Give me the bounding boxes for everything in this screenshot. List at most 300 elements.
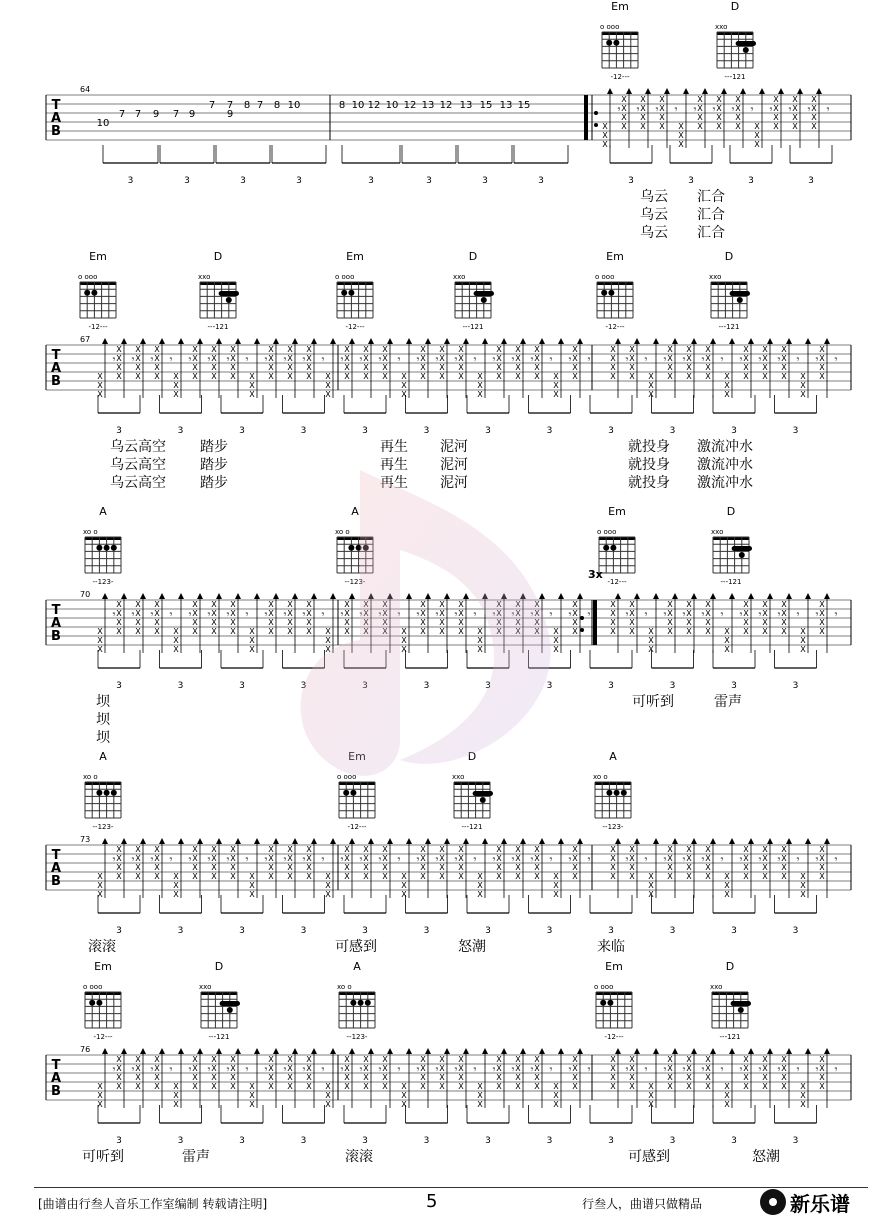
muted-string-x: X <box>306 1082 312 1091</box>
finger-dot <box>111 545 117 551</box>
muted-string-x: X <box>344 627 350 636</box>
muted-string-x: X <box>382 618 388 627</box>
muted-string-x: X <box>230 872 236 881</box>
repeat-dot <box>594 111 598 115</box>
muted-string-x: X <box>439 354 445 363</box>
strum-group <box>344 838 362 898</box>
muted-string-x: X <box>458 363 464 372</box>
lyric-text: 来临 <box>597 939 625 955</box>
rhythm-triplet-label: 3 <box>748 176 754 186</box>
strum-group <box>686 838 704 898</box>
strum-arrow-icon <box>349 1048 355 1054</box>
strum-group <box>629 593 647 653</box>
strum-group <box>439 838 457 898</box>
muted-string-x: X <box>621 122 627 131</box>
strum-arrow-icon <box>197 838 203 844</box>
muted-string-x: X <box>230 600 236 609</box>
muted-string-x: X <box>602 140 608 149</box>
strum-group <box>610 1048 628 1108</box>
muted-string-x: X <box>629 363 635 372</box>
muted-string-x: X <box>667 863 673 872</box>
rest-mark: 𝄾 <box>568 353 572 366</box>
muted-string-x: X <box>192 845 198 854</box>
muted-string-x: X <box>363 854 369 863</box>
strum-arrow-icon <box>767 838 773 844</box>
chord-fret-text: ---121 <box>720 578 742 586</box>
muted-string-x: X <box>439 1055 445 1064</box>
muted-string-x: X <box>344 1064 350 1073</box>
muted-string-x: X <box>249 645 255 654</box>
tab-clef-letter: A <box>50 111 62 126</box>
muted-string-x: X <box>230 1055 236 1064</box>
muted-string-x: X <box>572 1082 578 1091</box>
strum-arrow-icon <box>645 88 651 94</box>
muted-string-x: X <box>211 1082 217 1091</box>
strum-arrow-icon <box>824 1048 830 1054</box>
muted-string-x: X <box>477 890 483 899</box>
muted-string-x: X <box>667 854 673 863</box>
muted-string-x: X <box>534 609 540 618</box>
strum-arrow-icon <box>159 1048 165 1054</box>
tab-fret-number: 10 <box>96 118 110 129</box>
muted-string-x: X <box>135 618 141 627</box>
muted-string-x: X <box>154 627 160 636</box>
strum-arrow-icon <box>683 88 689 94</box>
muted-string-x: X <box>705 845 711 854</box>
muted-string-x: X <box>496 854 502 863</box>
lyric-text: 踏步 <box>200 475 228 491</box>
rest-mark: 𝄾 <box>777 608 781 621</box>
rest-mark: 𝄾 <box>682 353 686 366</box>
rhythm-triplet-label: 3 <box>362 926 368 936</box>
barre-dot <box>220 1001 240 1006</box>
strum-group <box>135 1048 153 1108</box>
muted-string-x: X <box>800 881 806 890</box>
strum-arrow-icon <box>577 338 583 344</box>
muted-string-x: X <box>306 845 312 854</box>
muted-string-x: X <box>553 890 559 899</box>
muted-string-x: X <box>534 854 540 863</box>
muted-string-x: X <box>705 363 711 372</box>
strum-arrow-icon <box>824 338 830 344</box>
strum-group <box>792 88 810 148</box>
muted-string-x: X <box>781 863 787 872</box>
strum-group <box>154 1048 172 1108</box>
strum-arrow-icon <box>558 1048 564 1054</box>
muted-string-x: X <box>306 1073 312 1082</box>
rhythm-triplet-label: 3 <box>423 926 430 936</box>
muted-string-x: X <box>211 345 217 354</box>
muted-string-x: X <box>724 881 730 890</box>
muted-string-x: X <box>705 854 711 863</box>
chord-name: Em <box>611 0 629 13</box>
strum-arrow-icon <box>797 88 803 94</box>
chord-name: D <box>213 250 223 263</box>
chord-fret-text: -12--- <box>604 1033 624 1041</box>
rest-mark: 𝄾 <box>150 853 154 866</box>
strum-group <box>811 88 829 148</box>
muted-string-x: X <box>678 122 684 131</box>
strum-group <box>659 88 677 148</box>
rest-mark: 𝄾 <box>568 1063 572 1076</box>
rest-mark: 𝄾 <box>283 353 287 366</box>
tab-clef-letter: T <box>51 98 61 113</box>
muted-string-x: X <box>705 1064 711 1073</box>
chord-fret-text: ---121 <box>208 1033 230 1041</box>
rhythm-triplet-label: 3 <box>731 681 737 691</box>
muted-string-x: X <box>686 627 692 636</box>
rest-mark: 𝄾 <box>131 1063 135 1076</box>
rest-mark: 𝄾 <box>530 608 534 621</box>
rest-mark: 𝄾 <box>644 853 648 866</box>
muted-string-x: X <box>811 104 817 113</box>
muted-string-x: X <box>743 1082 749 1091</box>
rest-mark: 𝄾 <box>264 1063 268 1076</box>
muted-string-x: X <box>515 854 521 863</box>
rest-mark: 𝄾 <box>644 1063 648 1076</box>
strum-group <box>762 338 780 398</box>
rest-mark: 𝄾 <box>435 353 439 366</box>
strum-group <box>572 838 590 898</box>
strum-arrow-icon <box>520 1048 526 1054</box>
muted-string-x: X <box>572 863 578 872</box>
muted-string-x: X <box>515 609 521 618</box>
muted-string-x: X <box>735 113 741 122</box>
muted-string-x: X <box>363 872 369 881</box>
muted-string-x: X <box>268 354 274 363</box>
muted-string-x: X <box>553 381 559 390</box>
muted-string-x: X <box>800 627 806 636</box>
muted-string-x: X <box>515 354 521 363</box>
muted-string-x: X <box>477 372 483 381</box>
tab-system <box>46 0 851 241</box>
muted-string-x: X <box>439 363 445 372</box>
muted-string-x: X <box>781 345 787 354</box>
muted-string-x: X <box>116 845 122 854</box>
muted-string-x: X <box>686 845 692 854</box>
muted-string-x: X <box>458 1064 464 1073</box>
tab-fret-number: 10 <box>287 100 301 111</box>
chord-open-strings: xxo <box>709 273 722 281</box>
watermark-logo <box>280 440 580 790</box>
muted-string-x: X <box>401 872 407 881</box>
strum-arrow-icon <box>254 1048 260 1054</box>
muted-string-x: X <box>211 600 217 609</box>
muted-string-x: X <box>553 881 559 890</box>
chord-name: D <box>726 505 736 518</box>
rest-mark: 𝄾 <box>283 1063 287 1076</box>
strum-arrow-icon <box>121 838 127 844</box>
muted-string-x: X <box>192 363 198 372</box>
rest-mark: 𝄾 <box>796 853 800 866</box>
muted-string-x: X <box>705 354 711 363</box>
muted-string-x: X <box>629 1082 635 1091</box>
muted-string-x: X <box>515 600 521 609</box>
strum-group <box>621 88 639 148</box>
rest-mark: 𝄾 <box>834 1063 838 1076</box>
muted-string-x: X <box>602 122 608 131</box>
lyric-text: 乌云高空 <box>110 457 166 473</box>
chord-name: Em <box>605 960 623 973</box>
studio-slogan: 行叁人，曲谱只做精品 <box>582 1197 703 1211</box>
muted-string-x: X <box>610 372 616 381</box>
muted-string-x: X <box>819 354 825 363</box>
muted-string-x: X <box>640 104 646 113</box>
rest-mark: 𝄾 <box>712 103 716 116</box>
chord-open-strings: o ooo <box>78 273 98 281</box>
muted-string-x: X <box>173 872 179 881</box>
muted-string-x: X <box>363 609 369 618</box>
muted-string-x: X <box>211 872 217 881</box>
strum-arrow-icon <box>425 338 431 344</box>
rest-mark: 𝄾 <box>492 353 496 366</box>
tab-clef-letter: B <box>51 1084 61 1099</box>
finger-dot <box>481 297 487 303</box>
muted-string-x: X <box>211 363 217 372</box>
muted-string-x: X <box>382 600 388 609</box>
muted-string-x: X <box>458 372 464 381</box>
muted-string-x: X <box>211 618 217 627</box>
muted-string-x: X <box>458 354 464 363</box>
finger-dot <box>227 1007 233 1013</box>
muted-string-x: X <box>477 645 483 654</box>
muted-string-x: X <box>781 1064 787 1073</box>
rest-mark: 𝄾 <box>150 1063 154 1076</box>
muted-string-x: X <box>659 95 665 104</box>
rest-mark: 𝄾 <box>739 853 743 866</box>
muted-string-x: X <box>230 363 236 372</box>
strum-group <box>629 1048 647 1108</box>
strum-arrow-icon <box>140 593 146 599</box>
muted-string-x: X <box>420 1082 426 1091</box>
strum-arrow-icon <box>672 338 678 344</box>
muted-string-x: X <box>230 627 236 636</box>
rest-mark: 𝄾 <box>777 853 781 866</box>
strum-group <box>230 338 248 398</box>
muted-string-x: X <box>325 872 331 881</box>
lyric-text: 乌云 <box>640 225 668 241</box>
strum-arrow-icon <box>691 338 697 344</box>
muted-string-x: X <box>743 354 749 363</box>
strum-group <box>211 1048 229 1108</box>
finger-dot <box>739 552 745 558</box>
muted-string-x: X <box>154 372 160 381</box>
muted-string-x: X <box>534 363 540 372</box>
muted-string-x: X <box>800 872 806 881</box>
rest-mark: 𝄾 <box>226 853 230 866</box>
muted-string-x: X <box>116 1082 122 1091</box>
muted-string-x: X <box>458 872 464 881</box>
rest-mark: 𝄾 <box>112 608 116 621</box>
muted-string-x: X <box>648 645 654 654</box>
muted-string-x: X <box>420 354 426 363</box>
strum-group <box>781 838 799 898</box>
rhythm-triplet-label: 3 <box>184 176 190 186</box>
muted-string-x: X <box>306 609 312 618</box>
rest-mark: 𝄾 <box>625 1063 629 1076</box>
muted-string-x: X <box>762 627 768 636</box>
muted-string-x: X <box>819 618 825 627</box>
strum-arrow-icon <box>729 338 735 344</box>
muted-string-x: X <box>800 1100 806 1109</box>
rest-mark: 𝄾 <box>131 608 135 621</box>
tab-clef-letter: A <box>50 861 62 876</box>
muted-string-x: X <box>363 1073 369 1082</box>
muted-string-x: X <box>819 600 825 609</box>
muted-string-x: X <box>287 363 293 372</box>
muted-string-x: X <box>705 1073 711 1082</box>
strum-arrow-icon <box>539 838 545 844</box>
chord-fret-text: ---121 <box>719 1033 741 1041</box>
rest-mark: 𝄾 <box>264 853 268 866</box>
muted-string-x: X <box>116 345 122 354</box>
muted-string-x: X <box>268 1055 274 1064</box>
muted-string-x: X <box>667 354 673 363</box>
strum-arrow-icon <box>615 338 621 344</box>
muted-string-x: X <box>686 1064 692 1073</box>
finger-dot <box>104 790 110 796</box>
muted-string-x: X <box>800 381 806 390</box>
lyric-text: 乌云 <box>640 189 668 205</box>
muted-string-x: X <box>249 1082 255 1091</box>
rhythm-triplet-label: 3 <box>731 1136 737 1146</box>
strum-group <box>154 338 172 398</box>
muted-string-x: X <box>154 600 160 609</box>
muted-string-x: X <box>781 627 787 636</box>
strum-arrow-icon <box>577 1048 583 1054</box>
muted-string-x: X <box>363 372 369 381</box>
strum-group <box>439 338 457 398</box>
rest-mark: 𝄾 <box>492 1063 496 1076</box>
muted-string-x: X <box>515 372 521 381</box>
muted-string-x: X <box>743 845 749 854</box>
rest-mark: 𝄾 <box>568 608 572 621</box>
tab-fret-number: 15 <box>479 100 493 111</box>
strum-arrow-icon <box>653 838 659 844</box>
muted-string-x: X <box>716 113 722 122</box>
muted-string-x: X <box>686 863 692 872</box>
muted-string-x: X <box>325 381 331 390</box>
strum-group <box>192 593 210 653</box>
muted-string-x: X <box>553 645 559 654</box>
muted-string-x: X <box>610 618 616 627</box>
muted-string-x: X <box>743 372 749 381</box>
strum-arrow-icon <box>159 593 165 599</box>
muted-string-x: X <box>97 627 103 636</box>
muted-string-x: X <box>135 845 141 854</box>
rhythm-triplet-label: 3 <box>177 426 184 436</box>
finger-dot <box>96 545 102 551</box>
rest-mark: 𝄾 <box>340 1063 344 1076</box>
muted-string-x: X <box>496 1073 502 1082</box>
repeat-dot <box>580 616 584 620</box>
muted-string-x: X <box>420 1064 426 1073</box>
muted-string-x: X <box>762 345 768 354</box>
strum-group <box>192 1048 210 1108</box>
strum-arrow-icon <box>767 593 773 599</box>
strum-group <box>572 338 590 398</box>
rest-mark: 𝄾 <box>397 853 401 866</box>
muted-string-x: X <box>192 618 198 627</box>
muted-string-x: X <box>439 618 445 627</box>
muted-string-x: X <box>762 1073 768 1082</box>
strum-arrow-icon <box>444 338 450 344</box>
finger-dot <box>84 290 90 296</box>
rest-mark: 𝄾 <box>511 608 515 621</box>
rhythm-triplet-label: 3 <box>792 1136 799 1146</box>
rest-mark: 𝄾 <box>777 353 781 366</box>
muted-string-x: X <box>173 372 179 381</box>
muted-string-x: X <box>534 863 540 872</box>
muted-string-x: X <box>97 636 103 645</box>
strum-arrow-icon <box>178 593 184 599</box>
finger-dot <box>89 1000 95 1006</box>
strum-arrow-icon <box>216 338 222 344</box>
muted-string-x: X <box>640 113 646 122</box>
rest-mark: 𝄾 <box>397 353 401 366</box>
strum-arrow-icon <box>216 1048 222 1054</box>
muted-string-x: X <box>762 609 768 618</box>
strum-group <box>610 338 628 398</box>
finger-dot <box>607 1000 613 1006</box>
muted-string-x: X <box>249 390 255 399</box>
muted-string-x: X <box>572 618 578 627</box>
finger-dot <box>111 790 117 796</box>
muted-string-x: X <box>458 863 464 872</box>
finger-dot <box>610 545 616 551</box>
muted-string-x: X <box>534 372 540 381</box>
chord-name: A <box>351 505 359 518</box>
muted-string-x: X <box>230 345 236 354</box>
strum-arrow-icon <box>501 1048 507 1054</box>
strum-arrow-icon <box>216 838 222 844</box>
rest-mark: 𝄾 <box>226 608 230 621</box>
muted-string-x: X <box>553 872 559 881</box>
muted-string-x: X <box>705 1055 711 1064</box>
rhythm-triplet-label: 3 <box>239 681 245 691</box>
rhythm-triplet-label: 3 <box>300 926 307 936</box>
chord-diagram <box>600 0 638 81</box>
strum-group <box>572 1048 590 1108</box>
tab-fret-number: 13 <box>459 100 473 111</box>
muted-string-x: X <box>754 131 760 140</box>
chord-fret-text: ---121 <box>718 323 740 331</box>
rest-mark: 𝄾 <box>302 1063 306 1076</box>
muted-string-x: X <box>800 890 806 899</box>
strum-arrow-icon <box>463 338 469 344</box>
muted-string-x: X <box>477 872 483 881</box>
muted-string-x: X <box>268 845 274 854</box>
muted-string-x: X <box>705 863 711 872</box>
rest-mark: 𝄾 <box>245 608 249 621</box>
muted-string-x: X <box>819 863 825 872</box>
finger-dot <box>365 1000 371 1006</box>
rest-mark: 𝄾 <box>321 353 325 366</box>
chord-name: Em <box>94 960 112 973</box>
muted-string-x: X <box>192 1073 198 1082</box>
rest-mark: 𝄾 <box>454 353 458 366</box>
strum-arrow-icon <box>102 338 108 344</box>
muted-string-x: X <box>420 863 426 872</box>
muted-string-x: X <box>667 609 673 618</box>
muted-string-x: X <box>287 854 293 863</box>
rhythm-triplet-label: 3 <box>177 1136 184 1146</box>
muted-string-x: X <box>705 345 711 354</box>
muted-string-x: X <box>534 354 540 363</box>
finger-dot <box>600 1000 606 1006</box>
muted-string-x: X <box>287 345 293 354</box>
muted-string-x: X <box>306 627 312 636</box>
